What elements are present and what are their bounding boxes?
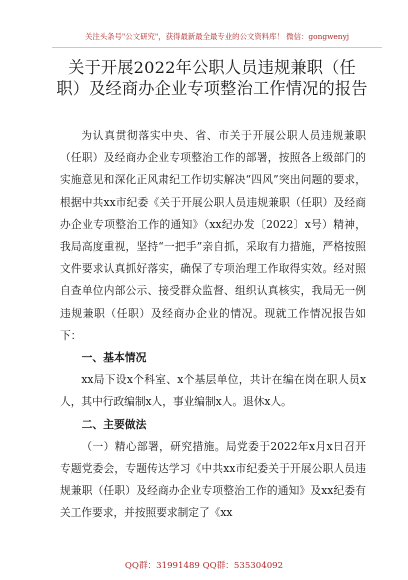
intro-paragraph: 为认真贯彻落实中央、省、市关于开展公职人员违规兼职（任职）及经商办企业专项整治工作的部署，按照各上级部门的实施意见和深化正风肃纪工作切实解决“四风”突出问题的要求，根据中共xx市纪委《关于开展公职人员违规兼职（任职）及经商办企业专项整治工作的通知》（xx纪办发〔2022〕x号）精神，我局高度重视，坚持“一把手”亲自抓，采取有力措施，严格按照文件要求认真抓好落实，确保了专项治理工作取得实效。经对照自查单位内部公示、接受群众监督、组织认真核实，我局无一例违规兼职（任职）及经商办企业的情况。现就工作情况报告如下： bbox=[60, 129, 366, 342]
section-heading-basic: 一、基本情况 bbox=[81, 351, 147, 365]
basic-info-paragraph: xx局下设x个科室、x个基层单位，共计在编在岗在职人员x人，其中行政编制x人，事业编制x人。退休x人。 bbox=[60, 373, 366, 409]
practice-paragraph-1: （一）精心部署，研究措施。局党委于2022年x月x日召开专题党委会，专题传达学习《中共xx市纪委关于开展公职人员违规兼职（任职）及经商办企业专项整治工作的通知》及xx纪委有关工作要求，并按照要求制定了《xx bbox=[60, 439, 366, 520]
document-title: 关于开展2022年公职人员违规兼职（任职）及经商办企业专项整治工作情况的报告 bbox=[56, 58, 368, 98]
section-heading-practices: 二、主要做法 bbox=[81, 417, 147, 431]
document-body bbox=[60, 125, 366, 525]
header-promo-note: 关注头条号"公文研究"，获得最新最全最专业的公文资料库！ 微信：gongwenyj bbox=[52, 32, 382, 48]
footer-qq-note: QQ群：31991489 QQ群：535304092 bbox=[124, 561, 284, 571]
